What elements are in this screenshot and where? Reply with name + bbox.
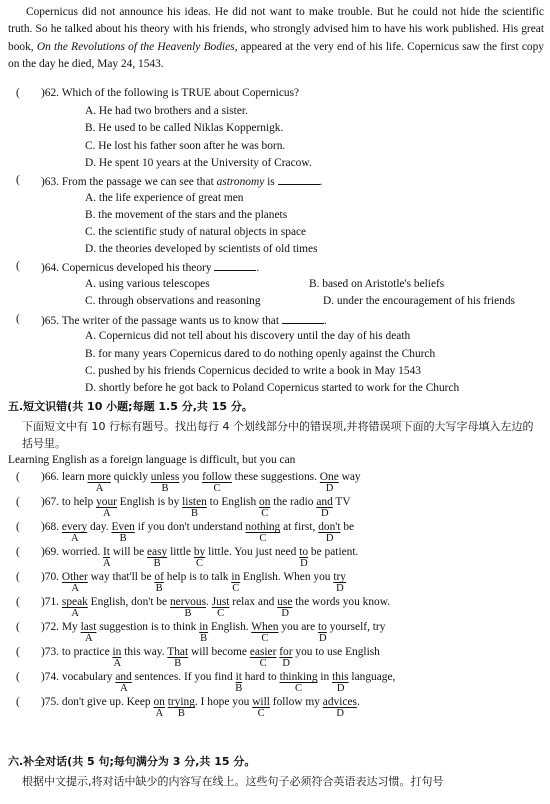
error-line-71 bbox=[8, 597, 544, 611]
line-text: way that'll be bbox=[87, 571, 155, 583]
line-text: sentences. If you find bbox=[131, 671, 236, 683]
line-text: learn bbox=[61, 471, 88, 483]
underlined-option-a[interactable]: last bbox=[80, 621, 97, 633]
option-letter-b: B bbox=[190, 508, 198, 519]
underlined-option-a[interactable]: more bbox=[87, 471, 111, 483]
underlined-option-d[interactable]: use bbox=[277, 596, 293, 608]
line-text: you bbox=[179, 471, 203, 483]
line-text: at first, bbox=[280, 521, 319, 533]
option-letter-d: D bbox=[336, 708, 344, 719]
option-letter-a: A bbox=[71, 533, 79, 544]
line-text: will become bbox=[188, 646, 250, 658]
answer-blank[interactable] bbox=[214, 261, 256, 271]
answer-paren[interactable]: ( bbox=[16, 471, 20, 483]
answer-paren[interactable]: ( bbox=[16, 671, 20, 683]
passage-paragraph bbox=[8, 4, 544, 74]
option-c[interactable]: C. pushed by his friends Copernicus decided to write a book in May 1543 bbox=[85, 365, 421, 377]
underlined-option-c[interactable]: will bbox=[252, 696, 270, 708]
answer-paren[interactable]: ( bbox=[16, 521, 20, 533]
option-letter-c: C bbox=[261, 508, 269, 519]
question-64: ( )64. Copernicus developed his theory . bbox=[16, 260, 260, 274]
option-letter-c: C bbox=[261, 633, 269, 644]
answer-paren[interactable]: ( bbox=[16, 260, 20, 272]
question-stem: Copernicus developed his theory bbox=[61, 262, 212, 274]
underlined-option-c[interactable]: by bbox=[193, 546, 206, 558]
line-text: be patient. bbox=[308, 546, 359, 558]
answer-paren[interactable]: ( bbox=[16, 496, 20, 508]
line-text: vocabulary bbox=[61, 671, 116, 683]
option-d[interactable]: D. shortly before he got back to Poland Copernicus started to work for the Church bbox=[85, 382, 460, 394]
answer-paren[interactable]: ( bbox=[16, 313, 20, 325]
error-intro: Learning English as a foreign language is difficult, but you can bbox=[8, 454, 296, 466]
option-letter-a: A bbox=[155, 708, 164, 719]
error-line-68 bbox=[8, 522, 544, 536]
line-text: worried. bbox=[61, 546, 104, 558]
option-b[interactable]: B. based on Aristotle's beliefs bbox=[309, 278, 445, 290]
underlined-option-c[interactable]: follow bbox=[202, 471, 232, 483]
error-line-69 bbox=[8, 547, 544, 561]
underlined-option-b[interactable]: listen bbox=[182, 496, 207, 508]
line-text: if you don't understand bbox=[134, 521, 246, 533]
line-text: English is by bbox=[116, 496, 183, 508]
option-letter-a: A bbox=[71, 608, 79, 619]
answer-paren[interactable]: ( bbox=[16, 546, 20, 558]
passage-text-2: , appeared at the very end of his life. Copernicus saw the first copy on the day he died, May 24, 1543. bbox=[8, 40, 545, 71]
line-text: you to use English bbox=[292, 646, 380, 658]
option-c[interactable]: C. through observations and reasoning bbox=[85, 295, 261, 307]
option-letter-b: B bbox=[235, 683, 243, 694]
error-line-text bbox=[41, 672, 395, 683]
underlined-option-a[interactable]: It bbox=[103, 546, 110, 558]
underlined-option-c[interactable]: in bbox=[231, 571, 241, 583]
error-line-text bbox=[41, 472, 361, 483]
question-number: )68. bbox=[41, 521, 62, 533]
option-b[interactable]: B. He used to be called Niklas Koppernigk. bbox=[85, 122, 284, 134]
line-text: follow my bbox=[269, 696, 323, 708]
question-number: )73. bbox=[41, 646, 62, 658]
option-d[interactable]: D. under the encouragement of his friends bbox=[323, 295, 515, 307]
option-letter-d: D bbox=[281, 608, 289, 619]
underlined-option-b[interactable]: That bbox=[167, 646, 189, 658]
line-text: don't give up. Keep bbox=[61, 696, 154, 708]
question-number: )75. bbox=[41, 696, 62, 708]
error-line-text bbox=[41, 522, 354, 533]
line-text: day. bbox=[87, 521, 112, 533]
line-text: be bbox=[340, 521, 355, 533]
question-63: ( )63. From the passage we can see that astronomy is . bbox=[16, 174, 323, 188]
option-d[interactable]: D. He spent 10 years at the University of Cracow. bbox=[85, 157, 312, 169]
option-letter-b: B bbox=[177, 708, 185, 719]
underlined-option-a[interactable]: on bbox=[153, 696, 165, 708]
underlined-option-b[interactable]: unless bbox=[150, 471, 180, 483]
question-number: )64. bbox=[41, 262, 60, 274]
line-text: My bbox=[61, 621, 81, 633]
line-text: the words you know. bbox=[292, 596, 391, 608]
underlined-option-d[interactable]: One bbox=[319, 471, 339, 483]
underlined-option-b[interactable]: Even bbox=[111, 521, 135, 533]
option-letter-b: B bbox=[153, 558, 161, 569]
line-text: language, bbox=[348, 671, 396, 683]
option-letter-a: A bbox=[103, 558, 111, 569]
error-line-text bbox=[41, 647, 380, 658]
underlined-option-d[interactable]: don't bbox=[318, 521, 341, 533]
option-letter-c: C bbox=[213, 483, 221, 494]
underlined-option-c[interactable]: easier bbox=[249, 646, 277, 658]
error-line-text bbox=[41, 597, 390, 608]
option-a[interactable]: A. He had two brothers and a sister. bbox=[85, 105, 248, 117]
passage-text-1: Copernicus did not announce his ideas. He did not want to make trouble. But he could not hide the scientific truth. So he talked about his theory with his friends, who strongly advised him to have his work published. His great book, bbox=[8, 6, 544, 53]
line-text: you are bbox=[278, 621, 319, 633]
line-text: . bbox=[356, 696, 360, 708]
option-letter-d: D bbox=[318, 633, 327, 644]
question-number: )69. bbox=[41, 546, 62, 558]
error-line-text bbox=[41, 497, 351, 508]
option-letter-a: A bbox=[113, 658, 122, 669]
option-letter-d: D bbox=[321, 508, 329, 519]
option-letter-b: B bbox=[155, 583, 163, 594]
line-text: to practice bbox=[61, 646, 113, 658]
answer-paren[interactable]: ( bbox=[16, 174, 20, 186]
line-text: TV bbox=[332, 496, 351, 508]
option-letter-a: A bbox=[95, 483, 104, 494]
section-5-title: 五.短文识错(共 10 小题;每题 1.5 分,共 15 分。 bbox=[8, 400, 253, 413]
line-text: little. You just need bbox=[205, 546, 300, 558]
question-number: )65. bbox=[41, 315, 60, 327]
line-text: hard to bbox=[241, 671, 280, 683]
error-line-66 bbox=[8, 472, 544, 486]
option-c[interactable]: C. He lost his father soon after he was born. bbox=[85, 140, 286, 152]
underlined-option-c[interactable]: Just bbox=[211, 596, 230, 608]
underlined-option-d[interactable]: this bbox=[332, 671, 349, 683]
error-line-67 bbox=[8, 497, 544, 511]
line-text: quickly bbox=[110, 471, 151, 483]
underlined-option-a[interactable]: speak bbox=[61, 596, 88, 608]
option-letter-a: A bbox=[120, 683, 128, 694]
line-text: suggestion is to think bbox=[96, 621, 200, 633]
line-text: English. bbox=[208, 621, 252, 633]
question-65: ( )65. The writer of the passage wants us to know that . bbox=[16, 313, 327, 327]
option-letter-b: B bbox=[174, 658, 182, 669]
error-line-text bbox=[41, 572, 346, 583]
line-text: to English bbox=[206, 496, 260, 508]
error-line-text bbox=[41, 547, 358, 558]
astronomy-term: astronomy bbox=[216, 176, 265, 188]
underlined-option-b[interactable]: it bbox=[235, 671, 242, 683]
question-stem: Which of the following is TRUE about Copernicus? bbox=[61, 87, 300, 99]
line-text: way bbox=[338, 471, 361, 483]
option-d[interactable]: D. the theories developed by scientists of old times bbox=[85, 243, 318, 255]
error-line-text bbox=[41, 622, 385, 633]
option-letter-c: C bbox=[217, 608, 225, 619]
option-letter-a: A bbox=[84, 633, 93, 644]
error-line-73 bbox=[8, 647, 544, 661]
section-6-instruction: 根据中文提示,将对话中缺少的内容写在线上。这些句子必须符合英语表达习惯。打句号 bbox=[22, 775, 444, 788]
option-letter-c: C bbox=[257, 708, 265, 719]
underlined-option-d[interactable]: for bbox=[279, 646, 293, 658]
option-letter-d: D bbox=[300, 558, 308, 569]
question-number: )70. bbox=[41, 571, 62, 583]
underlined-option-c[interactable]: nothing bbox=[245, 521, 281, 533]
option-letter-d: D bbox=[325, 483, 334, 494]
section-5-instruction: 下面短文中有 10 行标有题号。找出每行 4 个划线部分中的错误项,并将错误项下面的大写字母填入左边的括号里。 bbox=[22, 420, 534, 450]
underlined-option-d[interactable]: and bbox=[316, 496, 333, 508]
line-text: . bbox=[206, 596, 212, 608]
line-text: these suggestions. bbox=[231, 471, 320, 483]
error-line-70 bbox=[8, 572, 544, 586]
line-text: the radio bbox=[270, 496, 317, 508]
line-text: English. When you bbox=[240, 571, 334, 583]
line-text: to help bbox=[61, 496, 97, 508]
question-number: )63. bbox=[41, 176, 60, 188]
section-6-title: 六.补全对话(共 5 句;每句满分为 3 分,共 15 分。 bbox=[8, 755, 256, 768]
underlined-option-d[interactable]: advices bbox=[322, 696, 357, 708]
option-letter-c: C bbox=[259, 533, 267, 544]
underlined-option-d[interactable]: to bbox=[299, 546, 309, 558]
option-letter-c: C bbox=[295, 683, 303, 694]
underlined-option-b[interactable]: easy bbox=[147, 546, 168, 558]
option-b[interactable]: B. for many years Copernicus dared to do nothing openly against the Church bbox=[85, 348, 436, 360]
option-letter-b: B bbox=[200, 633, 208, 644]
line-text: yourself, try bbox=[326, 621, 386, 633]
option-letter-c: C bbox=[232, 583, 240, 594]
underlined-option-a[interactable]: your bbox=[96, 496, 117, 508]
line-text: will be bbox=[109, 546, 147, 558]
underlined-option-d[interactable]: to bbox=[318, 621, 327, 633]
underlined-option-a[interactable]: and bbox=[115, 671, 132, 683]
option-letter-c: C bbox=[259, 658, 267, 669]
option-letter-d: D bbox=[336, 683, 345, 694]
option-letter-a: A bbox=[103, 508, 111, 519]
error-line-74 bbox=[8, 672, 544, 686]
line-text: English, don't be bbox=[87, 596, 170, 608]
question-number: )72. bbox=[41, 621, 62, 633]
option-letter-a: A bbox=[71, 583, 79, 594]
option-letter-d: D bbox=[282, 658, 290, 669]
underlined-option-b[interactable]: in bbox=[199, 621, 209, 633]
underlined-option-c[interactable]: on bbox=[259, 496, 271, 508]
option-a[interactable]: A. using various telescopes bbox=[85, 278, 210, 290]
option-letter-d: D bbox=[325, 533, 334, 544]
underlined-option-a[interactable]: Other bbox=[61, 571, 88, 583]
answer-paren[interactable]: ( bbox=[16, 621, 20, 633]
question-number: )62. bbox=[41, 87, 60, 99]
answer-paren[interactable]: ( bbox=[16, 87, 20, 99]
answer-paren[interactable]: ( bbox=[16, 571, 20, 583]
line-text: this way. bbox=[121, 646, 168, 658]
option-letter-b: B bbox=[161, 483, 169, 494]
option-letter-c: C bbox=[196, 558, 204, 569]
option-c[interactable]: C. the scientific study of natural objects in space bbox=[85, 226, 307, 238]
answer-blank[interactable] bbox=[278, 175, 320, 185]
answer-paren[interactable]: ( bbox=[16, 696, 20, 708]
underlined-option-b[interactable]: trying bbox=[167, 696, 195, 708]
underlined-option-d[interactable]: try bbox=[333, 571, 346, 583]
answer-paren[interactable]: ( bbox=[16, 646, 20, 658]
question-number: )67. bbox=[41, 496, 62, 508]
answer-blank[interactable] bbox=[282, 314, 324, 324]
option-letter-b: B bbox=[119, 533, 127, 544]
question-62 bbox=[8, 88, 544, 102]
underlined-option-c[interactable]: thinking bbox=[279, 671, 318, 683]
line-text: little bbox=[167, 546, 194, 558]
option-a[interactable]: A. the life experience of great men bbox=[85, 192, 244, 204]
question-number: )71. bbox=[41, 596, 62, 608]
option-letter-d: D bbox=[336, 583, 344, 594]
underlined-option-c[interactable]: When bbox=[251, 621, 279, 633]
book-title: On the Revolutions of the Heavenly Bodies bbox=[36, 40, 235, 53]
option-b[interactable]: B. the movement of the stars and the planets bbox=[85, 209, 288, 221]
underlined-option-b[interactable]: of bbox=[154, 571, 164, 583]
answer-paren[interactable]: ( bbox=[16, 596, 20, 608]
line-text: help is to talk bbox=[163, 571, 232, 583]
question-stem: The writer of the passage wants us to know that bbox=[61, 315, 280, 327]
question-number: )74. bbox=[41, 671, 62, 683]
option-letter-b: B bbox=[184, 608, 192, 619]
line-text: . I hope you bbox=[194, 696, 253, 708]
line-text: relax and bbox=[229, 596, 278, 608]
error-line-text bbox=[41, 697, 360, 708]
underlined-option-b[interactable]: nervous bbox=[169, 596, 207, 608]
underlined-option-a[interactable]: every bbox=[61, 521, 88, 533]
option-a[interactable]: A. Copernicus did not tell about his discovery until the day of his death bbox=[85, 330, 411, 342]
question-number: )66. bbox=[41, 471, 62, 483]
line-text: in bbox=[317, 671, 333, 683]
underlined-option-a[interactable]: in bbox=[112, 646, 122, 658]
error-line-75 bbox=[8, 697, 544, 711]
